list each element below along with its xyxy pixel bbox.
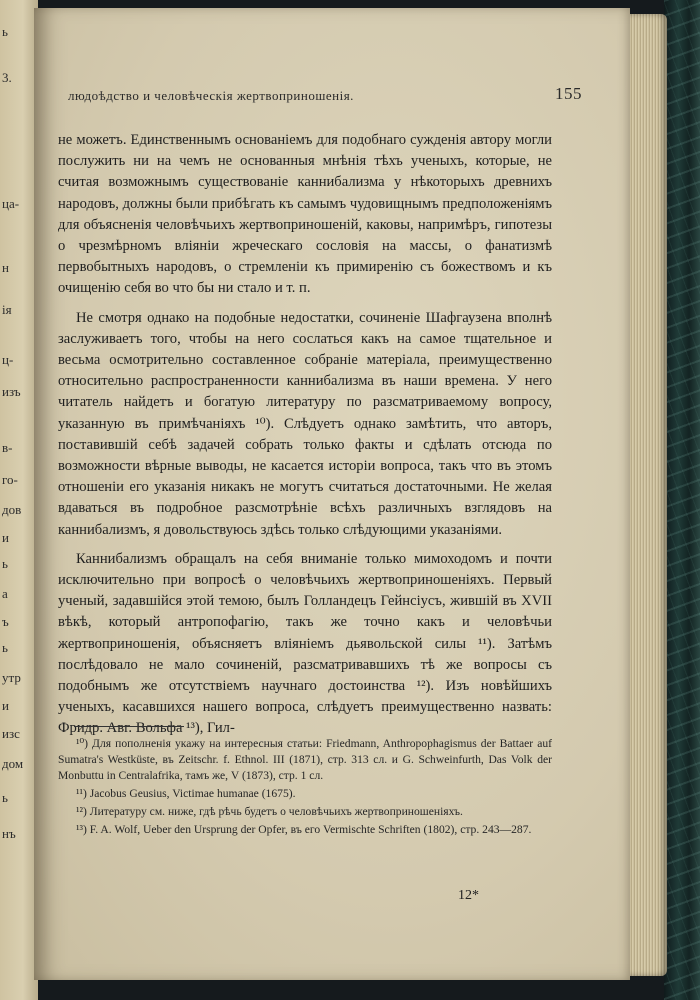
left-fragment: ъ	[2, 614, 9, 629]
left-fragment: н	[2, 260, 9, 275]
footnote-divider	[74, 726, 184, 727]
left-fragment: ца-	[2, 196, 20, 211]
paragraph: не можетъ. Единственнымъ основаніемъ для подобнаго сужденія автору могли послужить ни на чемъ не основанныя мнѣнія тѣхъ ученыхъ, которые, не считая возможнымъ существованіе каннибализма у нѣкоторыхъ древнихъ народовъ, должны были прибѣгать къ самымъ чудовищнымъ предположеніямъ для объясненія человѣчьихъ жертвоприношеній, каковы, напримѣръ, гипотезы о чрезмѣрномъ вліяніи жреческаго сословія на массы, о фанатизмѣ первобытныхъ народовъ, о стремленіи къ примиренію съ божествомъ и къ очищенію себя во что бы ни стало и т. п.	[58, 132, 552, 297]
left-fragment: в-	[2, 440, 13, 455]
left-fragment: нъ	[2, 826, 16, 841]
left-fragment: и	[2, 530, 9, 545]
signature-mark: 12*	[458, 888, 479, 903]
book-cover-right	[664, 0, 700, 1000]
left-fragment: ія	[2, 302, 12, 317]
left-fragment: утр	[2, 670, 21, 685]
left-fragment: изъ	[2, 384, 21, 399]
footnote: ¹²) Литературу см. ниже, гдѣ рѣчь будетъ о человѣчьихъ жертвоприношеніяхъ.	[76, 805, 463, 818]
paragraph: Не смотря однако на подобные недостатки, сочиненіе Шафгаузена вполнѣ заслуживаетъ того, чтобы на него сослаться какъ на самое тщательное и весьма осмотрительно составленное собраніе матеріала, преимущественно относительно распространенности каннибализма въ наши времена. У него читатель найдетъ и богатую литературу по разсматриваемому вопросу, указанную въ примѣчаніяхъ ¹⁰). Слѣдуетъ однако замѣтить, что авторъ, поставившій себѣ задачей собрать только факты и сдѣлать отсюда по возможности вѣрные выводы, не касается исторіи вопроса, такъ что въ этомъ отношеніи его указанія никакъ не могутъ считаться достаточными. Не желая вдаваться въ подробное разсмотрѣніе всѣхъ различныхъ взглядовъ на каннибализмъ, я довольствуюсь здѣсь только слѣдующими указаніями.	[58, 309, 552, 538]
left-fragment: ь	[2, 24, 8, 39]
running-header	[68, 84, 582, 104]
body-text	[58, 130, 552, 748]
left-fragment: дом	[2, 756, 24, 771]
left-fragment: изс	[2, 726, 20, 741]
left-fragment: дов	[2, 502, 22, 517]
left-page-edge	[0, 0, 38, 1000]
footnote: ¹⁰) Для пополненія укажу на интересныя статьи: Friedmann, Anthropophagismus der Battaer auf Sumatra's Westküste, въ Zeitschr. f. Ethnol. III (1871), стр. 313 сл. и G. Schweinfurth, Das Volk der Monbuttu in Centralafrika, тамъ же, V (1873), стр. 1 сл.	[58, 737, 552, 782]
footnotes	[58, 736, 552, 840]
left-fragment: ь	[2, 556, 8, 571]
left-fragment: и	[2, 698, 9, 713]
left-fragment: ц-	[2, 352, 14, 367]
footnote: ¹¹) Jacobus Geusius, Victimae humanae (1675).	[76, 787, 296, 800]
page-number: 155	[555, 84, 582, 103]
footnote: ¹³) F. A. Wolf, Ueber den Ursprung der Opfer, въ его Vermischte Schriften (1802), стр. 243—287.	[76, 823, 532, 836]
left-fragment: ь	[2, 640, 8, 655]
left-fragment: 3.	[2, 70, 12, 85]
left-fragment: а	[2, 586, 8, 601]
paragraph: Каннибализмъ обращалъ на себя вниманіе только мимоходомъ и почти исключительно при вопросѣ о человѣчьихъ жертвоприношеніяхъ. Первый ученый, задавшійся этой темою, былъ Голландецъ Гейнсіусъ, жившій въ XVII вѣкѣ, который антропофагію, такъ же точно какъ и человѣчьи жертвоприношенія, объясняетъ вліяніемъ дьявольской силы ¹¹). Затѣмъ послѣдовало не мало сочиненій, разсматривавшихъ тѣ же вопросы съ подобнымъ же отсутствіемъ научнаго достоинства ¹²). Изъ новѣйшихъ ученыхъ, касавшихся нашего вопроса, слѣдуетъ преимущественно назвать: Фридр. Авг. Вольфа ¹³), Гил-	[58, 550, 552, 737]
running-title: людоѣдство и человѣческія жертвоприношенія.	[68, 88, 354, 103]
left-fragment: ь	[2, 790, 8, 805]
left-fragment: го-	[2, 472, 18, 487]
page-edges	[627, 14, 667, 976]
marbled-pattern	[664, 0, 700, 1000]
